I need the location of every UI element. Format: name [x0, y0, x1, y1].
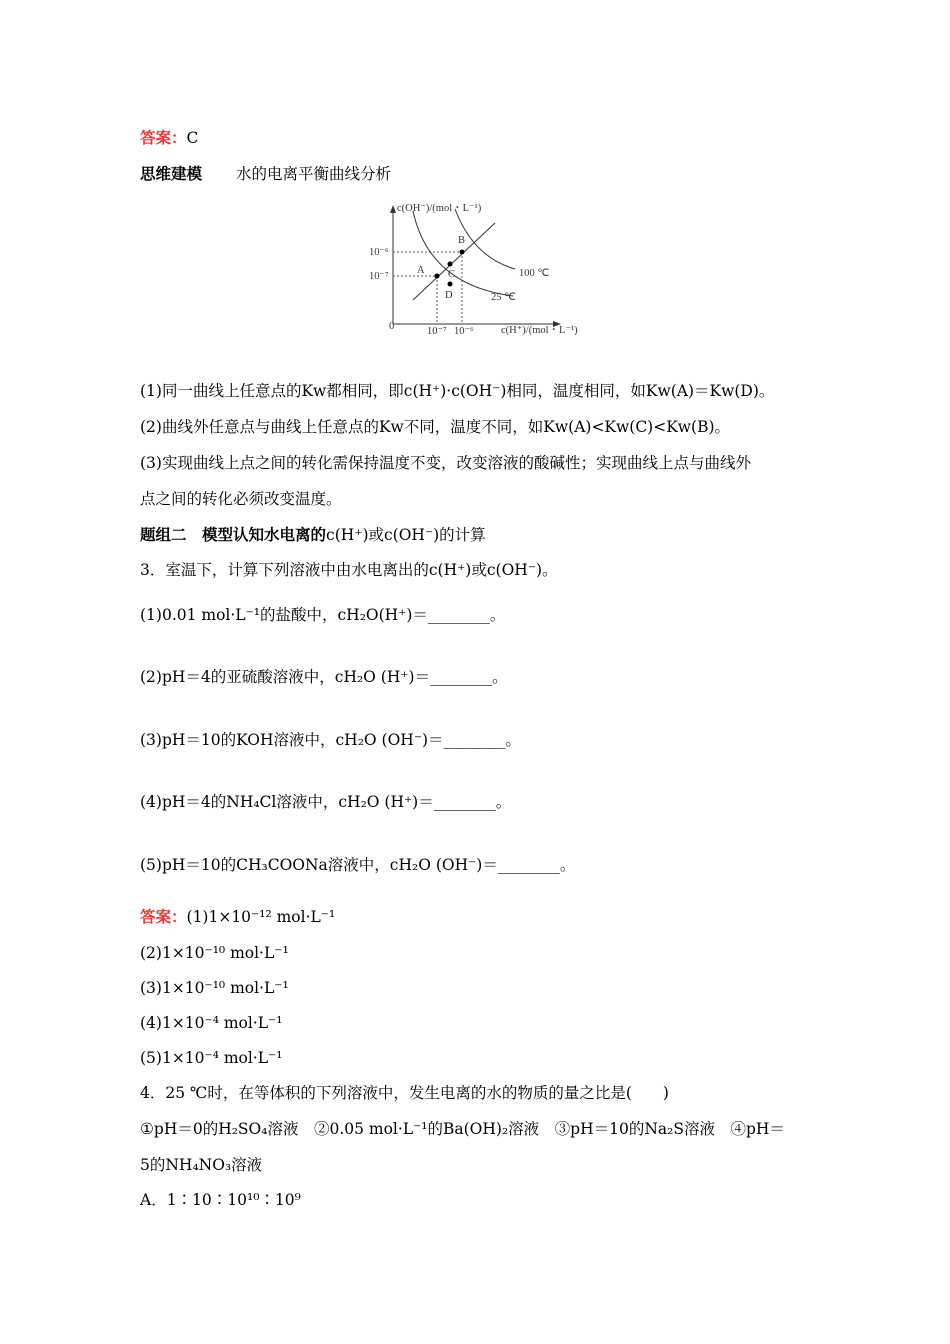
x-axis-label: c(H⁺)/(mol・L⁻¹)	[501, 325, 578, 336]
q3-item-5: (5)pH＝10的CH₃COONa溶液中，cH₂O (OH⁻)＝________。	[140, 856, 576, 874]
y-axis-label: c(OH⁻)/(mol・L⁻¹)	[397, 203, 482, 214]
q4-line-2: ①pH＝0的H₂SO₄溶液 ②0.05 mol·L⁻¹的Ba(OH)₂溶液 ③pH＝10的Na₂S溶液 ④pH＝	[140, 1120, 785, 1138]
point-b-label: B	[458, 235, 466, 246]
y-tick-2: 10⁻⁷	[369, 271, 389, 282]
q3-item-2: (2)pH＝4的亚硫酸溶液中，cH₂O (H⁺)＝________。	[140, 668, 508, 686]
curve-25-label: 25 ℃	[491, 292, 516, 303]
point-d-dot	[448, 282, 453, 287]
q3-item-3: (3)pH＝10的KOH溶液中，cH₂O (OH⁻)＝________。	[140, 731, 522, 749]
answer2-item-4: (4)1×10⁻⁴ mol·L⁻¹	[140, 1014, 283, 1032]
point-c-dot	[448, 262, 453, 267]
q3-item-1: (1)0.01 mol·L⁻¹的盐酸中，cH₂O(H⁺)＝________。	[140, 606, 506, 624]
model-label: 思维建模	[140, 164, 203, 183]
answer-line-1	[140, 128, 198, 148]
point-d-label: D	[445, 290, 453, 301]
model-text: 水的电离平衡曲线分析	[236, 165, 392, 183]
answer-value: C	[186, 129, 199, 147]
point-a-label: A	[417, 265, 425, 276]
water-ionization-diagram	[365, 197, 590, 342]
point-c-label: C	[448, 269, 456, 280]
note-2: (2)曲线外任意点与曲线上任意点的Kw不同，温度不同，如Kw(A)<Kw(C)<Kw(B)。	[140, 418, 731, 436]
answer2-item-3: (3)1×10⁻¹⁰ mol·L⁻¹	[140, 979, 289, 997]
origin-label: 0	[389, 321, 395, 332]
q3-item-4: (4)pH＝4的NH₄Cl溶液中，cH₂O (H⁺)＝________。	[140, 793, 512, 811]
q4-option-a: A．1∶10∶10¹⁰∶10⁹	[140, 1191, 301, 1209]
y-tick-1: 10⁻⁶	[369, 247, 389, 258]
note-3b: 点之间的转化必须改变温度。	[140, 490, 342, 508]
answer-line-2	[140, 907, 335, 927]
point-b-dot	[460, 250, 465, 255]
group2-heading	[140, 525, 486, 545]
answer2-item-2: (2)1×10⁻¹⁰ mol·L⁻¹	[140, 944, 289, 962]
x-tick-2: 10⁻⁶	[454, 326, 474, 337]
answer2-item-1: (1)1×10⁻¹² mol·L⁻¹	[186, 908, 336, 926]
group2-text: c(H⁺)或c(OH⁻)的计算	[326, 526, 486, 544]
x-tick-1: 10⁻⁷	[427, 326, 447, 337]
answer-label: 答案：	[140, 128, 187, 147]
note-3a: (3)实现曲线上点之间的转化需保持温度不变，改变溶液的酸碱性；实现曲线上点与曲线外	[140, 454, 751, 472]
group2-prefix: 题组二 模型认知水电离的	[140, 525, 327, 544]
q4-line-3: 5的NH₄NO₃溶液	[140, 1156, 263, 1174]
point-a-dot	[435, 274, 440, 279]
answer2-label: 答案：	[140, 907, 187, 926]
model-title	[140, 164, 391, 184]
answer2-item-5: (5)1×10⁻⁴ mol·L⁻¹	[140, 1049, 283, 1067]
q4-stem: 4．25 ℃时，在等体积的下列溶液中，发生电离的水的物质的量之比是( )	[140, 1084, 669, 1102]
q3-stem: 3．室温下，计算下列溶液中由水电离出的c(H⁺)或c(OH⁻)。	[140, 561, 558, 579]
curve-100-label: 100 ℃	[519, 268, 550, 279]
neutral-line	[413, 223, 495, 300]
note-1: (1)同一曲线上任意点的Kw都相同，即c(H⁺)·c(OH⁻)相同，温度相同，如Kw(A)＝Kw(D)。	[140, 382, 775, 400]
